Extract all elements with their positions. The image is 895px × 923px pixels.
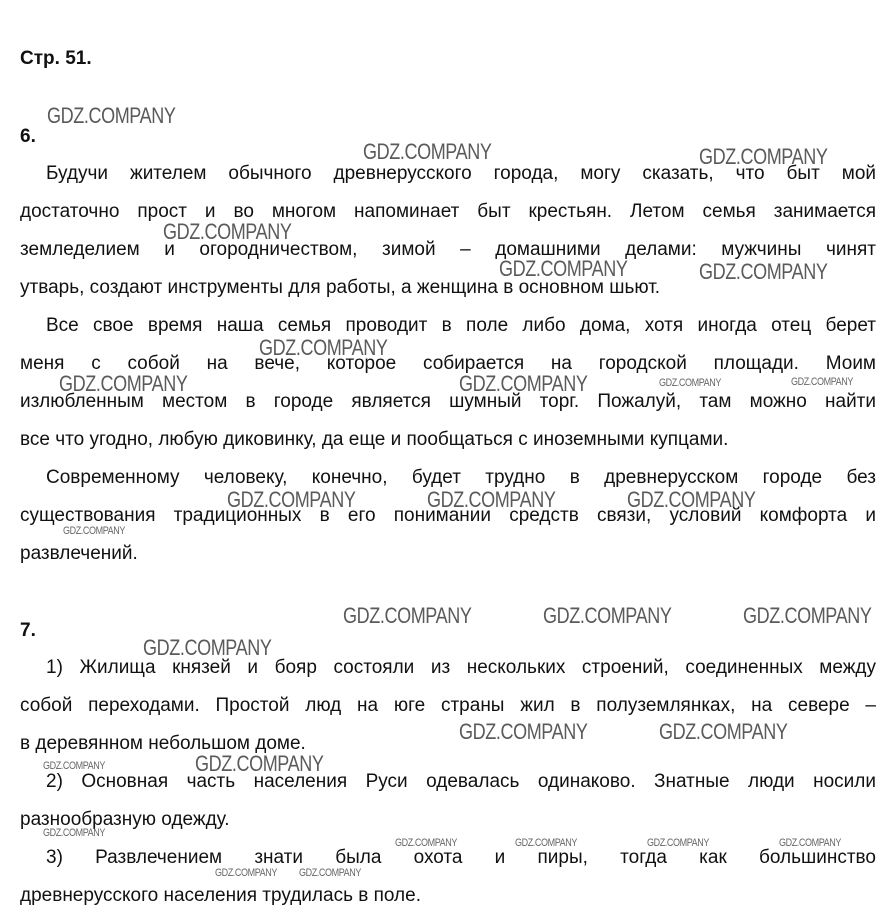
watermark: GDZ.COMPANY [43, 760, 105, 772]
watermark: GDZ.COMPANY [195, 751, 324, 776]
watermark: GDZ.COMPANY [515, 837, 577, 849]
watermark: GDZ.COMPANY [63, 525, 125, 537]
section-6-line: Все свое время наша семья проводит в поле либо дома, хотя иногда отец берет [46, 315, 876, 336]
section-6-line: Будучи жителем обычного древнерусского города, могу сказать, что быт мой [46, 163, 876, 184]
page-header: Стр. 51. [20, 48, 92, 69]
watermark: GDZ.COMPANY [627, 487, 756, 512]
watermark: GDZ.COMPANY [227, 487, 356, 512]
section-7-line: в деревянном небольшом доме. [20, 733, 306, 754]
watermark: GDZ.COMPANY [299, 867, 361, 879]
section-6-line: существования традиционных в его понимании средств связи, условий комфорта и [20, 505, 876, 526]
section-6-number: 6. [20, 126, 36, 147]
watermark: GDZ.COMPANY [59, 371, 188, 396]
watermark: GDZ.COMPANY [499, 256, 628, 281]
section-7-line: разнообразную одежду. [20, 809, 230, 830]
watermark: GDZ.COMPANY [163, 219, 292, 244]
watermark: GDZ.COMPANY [779, 837, 841, 849]
watermark: GDZ.COMPANY [459, 371, 588, 396]
watermark: GDZ.COMPANY [699, 259, 828, 284]
section-6-line: достаточно прост и во многом напоминает быт крестьян. Летом семья занимается [20, 201, 876, 222]
section-6-line: меня с собой на вече, которое собирается на городской площади. Моим [20, 353, 876, 374]
watermark: GDZ.COMPANY [743, 603, 872, 628]
section-6-line: земледелием и огородничеством, зимой – домашними делами: мужчины чинят [20, 239, 876, 260]
section-6-line: излюбленным местом в городе является шумный торг. Пожалуй, там можно найти [20, 391, 876, 412]
section-7-number: 7. [20, 620, 36, 641]
watermark: GDZ.COMPANY [43, 827, 105, 839]
section-7-line: древнерусского населения трудилась в поле. [20, 885, 421, 906]
watermark: GDZ.COMPANY [647, 837, 709, 849]
section-6-line: Современному человеку, конечно, будет трудно в древнерусском городе без [46, 467, 876, 488]
watermark: GDZ.COMPANY [699, 144, 828, 169]
watermark: GDZ.COMPANY [459, 719, 588, 744]
watermark: GDZ.COMPANY [143, 635, 272, 660]
watermark: GDZ.COMPANY [543, 603, 672, 628]
section-7-line: 1) Жилища князей и бояр состояли из нескольких строений, соединенных между [46, 657, 876, 678]
watermark: GDZ.COMPANY [791, 376, 853, 388]
watermark: GDZ.COMPANY [659, 719, 788, 744]
watermark: GDZ.COMPANY [259, 335, 388, 360]
watermark: GDZ.COMPANY [343, 603, 472, 628]
watermark: GDZ.COMPANY [363, 139, 492, 164]
section-6-line: утварь, создают инструменты для работы, а женщина в основном шьют. [20, 277, 661, 298]
watermark: GDZ.COMPANY [395, 837, 457, 849]
section-7-line: собой переходами. Простой люд на юге страны жил в полуземлянках, на севере – [20, 695, 876, 716]
section-6-line: все что угодно, любую диковинку, да еще и пообщаться с иноземными купцами. [20, 429, 729, 450]
watermark: GDZ.COMPANY [215, 867, 277, 879]
section-7-line: 3) Развлечением знати была охота и пиры, тогда как большинство [46, 847, 876, 868]
section-7-line: 2) Основная часть населения Руси одевалась одинаково. Знатные люди носили [46, 771, 876, 792]
section-6-line: развлечений. [20, 543, 138, 564]
watermark: GDZ.COMPANY [659, 377, 721, 389]
watermark: GDZ.COMPANY [427, 487, 556, 512]
watermark: GDZ.COMPANY [47, 103, 176, 128]
